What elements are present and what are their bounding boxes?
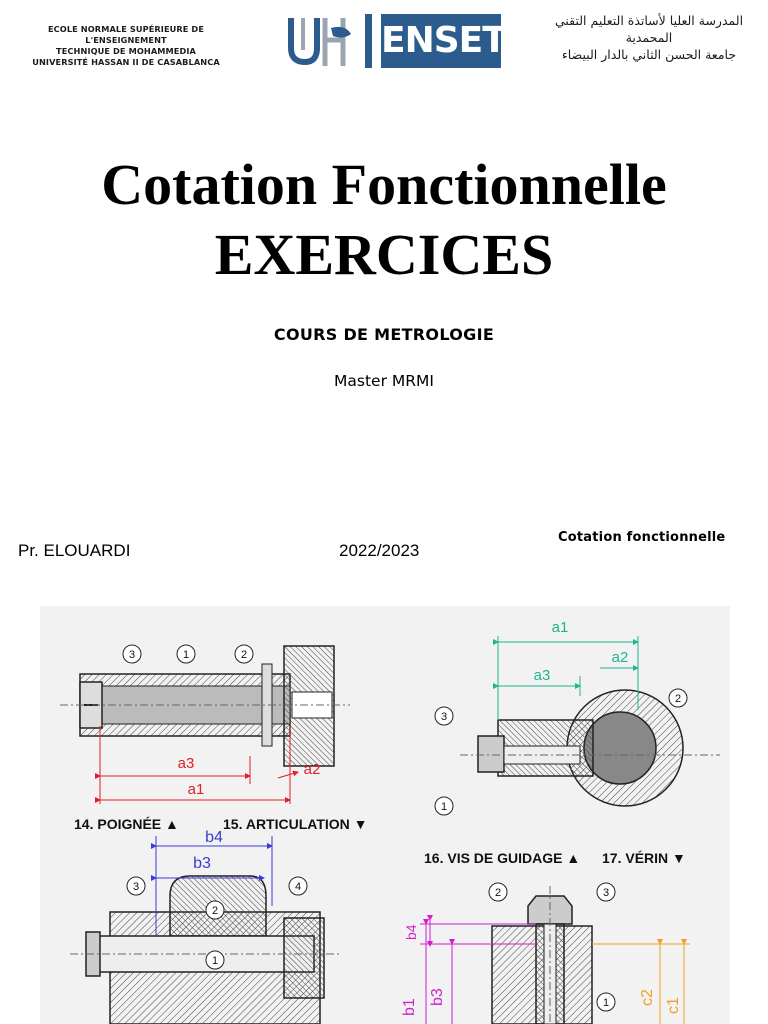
dimension-label: a1 [551, 619, 569, 636]
institution-line: ECOLE NORMALE SUPÉRIEURE DE L'ENSEIGNEMENT [47, 24, 205, 45]
dimension-label: a3 [177, 755, 195, 772]
part-label: 2 [211, 905, 219, 917]
dimension-label: b3 [429, 988, 446, 1006]
part-label: 1 [182, 649, 190, 661]
part-label: 3 [602, 887, 610, 899]
part-label: 3 [440, 711, 448, 723]
dimension-label: a2 [303, 761, 321, 778]
dimension-label: c2 [639, 989, 656, 1006]
figure-caption: 17. VÉRIN ▼ [602, 850, 686, 866]
part-label: 2 [674, 693, 682, 705]
document-subtitle: EXERCICES [214, 222, 554, 287]
part-label: 3 [128, 649, 136, 661]
institution-name-fr [10, 24, 242, 68]
institution-line: المحمدية [625, 30, 673, 45]
technical-drawings [40, 606, 730, 1024]
author: Pr. ELOUARDI [18, 541, 131, 560]
institution-name-ar [544, 12, 754, 63]
part-label: 2 [240, 649, 248, 661]
dimension-label: b4 [205, 829, 223, 846]
dimension-label: b3 [193, 855, 211, 872]
figure-poignee [60, 645, 350, 832]
course-name: COURS DE METROLOGIE [273, 325, 495, 344]
part-label: 1 [211, 955, 219, 967]
dimension-label: a3 [533, 667, 551, 684]
part-label: 1 [440, 801, 448, 813]
sheet-title: Cotation fonctionnelle [558, 530, 726, 545]
institution-line: UNIVERSITÉ HASSAN II DE CASABLANCA [32, 57, 220, 67]
dimension-label: b4 [403, 924, 419, 940]
figure-caption: 15. ARTICULATION ▼ [223, 816, 368, 832]
enset-logo: ENSET [381, 14, 501, 68]
figure-verin [401, 850, 690, 1024]
academic-year: 2022/2023 [339, 541, 420, 560]
dimension-label: b1 [401, 998, 418, 1016]
dimension-label: a2 [611, 649, 629, 666]
part-label: 1 [602, 997, 610, 1009]
institution-line: المدرسة العليا لأساتذة التعليم التقني [554, 13, 744, 28]
program-name: Master MRMI [334, 372, 434, 390]
document-title: Cotation Fonctionnelle [101, 152, 667, 217]
part-label: 3 [132, 881, 140, 893]
logo-divider [365, 14, 372, 68]
dimension-label: c1 [665, 997, 682, 1014]
figure-caption: 16. VIS DE GUIDAGE ▲ [424, 850, 581, 866]
figure-caption: 14. POIGNÉE ▲ [74, 816, 179, 832]
institution-line: TECHNIQUE DE MOHAMMEDIA [56, 46, 196, 56]
dimension-label: a1 [187, 781, 205, 798]
institution-line: جامعة الحسن الثاني بالدار البيضاء [561, 47, 737, 62]
part-label: 4 [294, 881, 302, 893]
university-logo [287, 14, 357, 68]
part-label: 2 [494, 887, 502, 899]
